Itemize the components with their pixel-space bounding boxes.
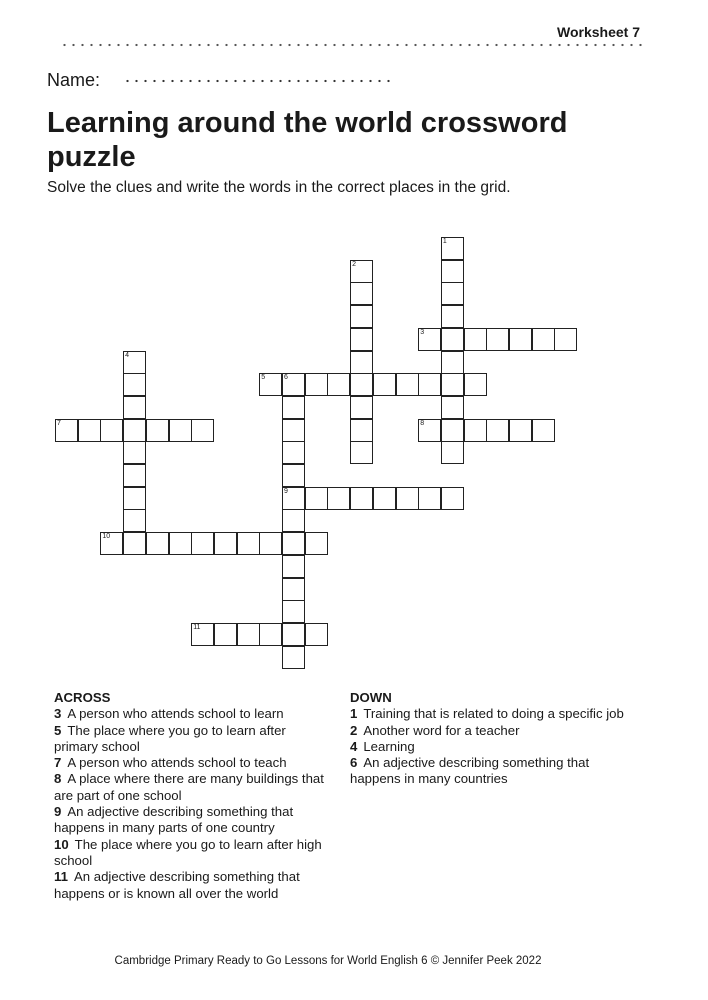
clue-text: An adjective describing something that happens or is known all over the world — [54, 869, 300, 901]
clue-number: 7 — [54, 755, 62, 771]
crossword-cell[interactable] — [123, 441, 146, 464]
crossword-cell[interactable] — [418, 487, 441, 510]
across-clue-10 — [54, 837, 329, 870]
crossword-cell[interactable] — [146, 419, 169, 442]
crossword-cell[interactable] — [532, 328, 555, 351]
across-clue-3 — [54, 706, 329, 722]
crossword-cell[interactable] — [305, 373, 328, 396]
clue-number: 1 — [350, 706, 358, 722]
clue-number: 11 — [54, 869, 68, 885]
crossword-cell[interactable] — [305, 623, 328, 646]
crossword-cell[interactable] — [350, 373, 373, 396]
crossword-cell[interactable] — [350, 396, 373, 419]
crossword-cell[interactable] — [100, 532, 123, 555]
crossword-cell[interactable] — [282, 464, 305, 487]
crossword-cell[interactable] — [282, 578, 305, 601]
across-clue-11 — [54, 869, 329, 902]
crossword-cell[interactable] — [486, 419, 509, 442]
crossword-cell[interactable] — [373, 487, 396, 510]
crossword-cell[interactable] — [350, 487, 373, 510]
crossword-cell[interactable] — [282, 646, 305, 669]
down-clue-1 — [350, 706, 635, 722]
across-clue-7 — [54, 755, 329, 771]
crossword-cell[interactable] — [554, 328, 577, 351]
crossword-cell[interactable] — [259, 373, 282, 396]
clue-text: A person who attends school to learn — [67, 706, 284, 722]
crossword-cell[interactable] — [191, 532, 214, 555]
cell-number: 4 — [125, 351, 129, 359]
across-clue-list — [54, 706, 329, 902]
cell-number: 1 — [442, 238, 447, 245]
crossword-cell[interactable] — [441, 282, 464, 305]
crossword-cell[interactable] — [55, 419, 78, 442]
crossword-cell[interactable] — [327, 487, 350, 510]
across-clues — [54, 690, 329, 902]
crossword-cell[interactable] — [282, 373, 305, 396]
crossword-cell[interactable] — [441, 373, 464, 396]
down-clues — [350, 690, 635, 788]
crossword-cell[interactable] — [350, 282, 373, 305]
down-clue-list — [350, 706, 635, 787]
clue-number: 3 — [54, 706, 62, 722]
crossword-cell[interactable] — [123, 509, 146, 532]
crossword-cell[interactable] — [259, 532, 282, 555]
cell-number: 5 — [261, 374, 266, 382]
crossword-cell[interactable] — [486, 328, 509, 351]
instructions: Solve the clues and write the words in the correct places in the grid. — [47, 179, 511, 196]
across-heading: ACROSS — [54, 690, 111, 705]
clue-number: 8 — [54, 771, 62, 787]
clue-number: 2 — [350, 722, 358, 738]
crossword-cell[interactable] — [441, 328, 464, 351]
across-clue-5 — [54, 723, 329, 756]
crossword-cell[interactable] — [282, 441, 305, 464]
crossword-cell[interactable] — [441, 305, 464, 328]
down-clue-6 — [350, 755, 635, 788]
cell-number: 2 — [352, 260, 356, 268]
crossword-cell[interactable] — [305, 532, 328, 555]
footer-copyright: Cambridge Primary Ready to Go Lessons for World English 6 © Jennifer Peek 2022 — [114, 955, 542, 967]
crossword-cell[interactable] — [305, 487, 328, 510]
crossword-cell[interactable] — [123, 351, 146, 374]
cell-number: 6 — [284, 374, 288, 382]
clue-number: 5 — [54, 722, 62, 738]
crossword-cell[interactable] — [441, 351, 464, 374]
crossword-cell[interactable] — [237, 532, 260, 555]
clue-number: 10 — [54, 836, 69, 852]
crossword-cell[interactable] — [191, 419, 214, 442]
across-clue-8 — [54, 771, 329, 804]
crossword-cell[interactable] — [418, 373, 441, 396]
crossword-cell[interactable] — [282, 600, 305, 623]
crossword-cell[interactable] — [396, 487, 419, 510]
clue-text: Training that is related to doing a specific job — [363, 706, 624, 722]
crossword-cell[interactable] — [191, 623, 214, 646]
clue-text: Another word for a teacher — [363, 722, 520, 738]
crossword-cell[interactable] — [214, 532, 237, 555]
crossword-cell[interactable] — [123, 532, 146, 555]
crossword-cell[interactable] — [509, 328, 532, 351]
crossword-cell[interactable] — [350, 419, 373, 442]
crossword-cell[interactable] — [350, 441, 373, 464]
clue-number: 9 — [54, 804, 62, 820]
clue-text: The place where you go to learn after primary school — [54, 722, 286, 754]
crossword-cell[interactable] — [282, 555, 305, 578]
crossword-cell[interactable] — [441, 237, 464, 260]
crossword-cell[interactable] — [418, 419, 441, 442]
clue-text: A person who attends school to teach — [67, 755, 287, 771]
crossword-cell[interactable] — [123, 373, 146, 396]
crossword-cell[interactable] — [441, 396, 464, 419]
crossword-cell[interactable] — [259, 623, 282, 646]
crossword-cell[interactable] — [282, 396, 305, 419]
crossword-cell[interactable] — [282, 509, 305, 532]
cell-number: 8 — [420, 419, 425, 427]
clue-text: An adjective describing something that happens in many parts of one country — [54, 804, 294, 836]
crossword-cell[interactable] — [100, 419, 123, 442]
crossword-cell[interactable] — [373, 373, 396, 396]
cell-number: 10 — [102, 533, 111, 541]
clue-number: 6 — [350, 755, 358, 771]
crossword-cell[interactable] — [350, 305, 373, 328]
across-clue-9 — [54, 804, 329, 837]
crossword-cell[interactable] — [282, 419, 305, 442]
page-title: Learning around the world crossword puzzle — [47, 107, 568, 173]
crossword-cell[interactable] — [396, 373, 419, 396]
name-label: Name: — [47, 70, 101, 90]
crossword-cell[interactable] — [509, 419, 532, 442]
cell-number: 7 — [57, 419, 61, 427]
crossword-cell[interactable] — [237, 623, 260, 646]
crossword-cell[interactable] — [464, 373, 487, 396]
cell-number: 9 — [284, 487, 288, 495]
crossword-cell[interactable] — [169, 419, 192, 442]
crossword-cell[interactable] — [214, 623, 237, 646]
crossword-cell[interactable] — [123, 419, 146, 442]
crossword-cell[interactable] — [123, 487, 146, 510]
crossword-cell[interactable] — [350, 351, 373, 374]
crossword-cell[interactable] — [282, 623, 305, 646]
clue-text: An adjective describing something that happens in many countries — [350, 755, 590, 787]
crossword-cell[interactable] — [282, 532, 305, 555]
crossword-cell[interactable] — [350, 260, 373, 283]
crossword-cell[interactable] — [441, 419, 464, 442]
cell-number: 11 — [193, 623, 201, 631]
crossword-cell[interactable] — [532, 419, 555, 442]
crossword-cell[interactable] — [464, 328, 487, 351]
crossword-cell[interactable] — [78, 419, 101, 442]
crossword-cell[interactable] — [418, 328, 441, 351]
crossword-cell[interactable] — [123, 464, 146, 487]
crossword-cell[interactable] — [123, 396, 146, 419]
clue-text: Learning — [363, 738, 415, 754]
crossword-cell[interactable] — [441, 487, 464, 510]
crossword-cell[interactable] — [350, 328, 373, 351]
clue-number: 4 — [350, 738, 358, 754]
crossword-cell[interactable] — [146, 532, 169, 555]
crossword-cell[interactable] — [169, 532, 192, 555]
down-clue-2 — [350, 723, 635, 739]
worksheet-label: Worksheet 7 — [557, 24, 640, 40]
down-clue-4 — [350, 739, 635, 755]
crossword-cell[interactable] — [282, 487, 305, 510]
clue-text: A place where there are many buildings that are part of one school — [54, 771, 324, 803]
crossword-cell[interactable] — [441, 260, 464, 283]
cell-number: 3 — [420, 328, 425, 336]
crossword-cell[interactable] — [327, 373, 350, 396]
clue-text: The place where you go to learn after high school — [54, 836, 322, 868]
crossword-cell[interactable] — [464, 419, 487, 442]
crossword-cell[interactable] — [441, 441, 464, 464]
down-heading: DOWN — [350, 690, 392, 705]
